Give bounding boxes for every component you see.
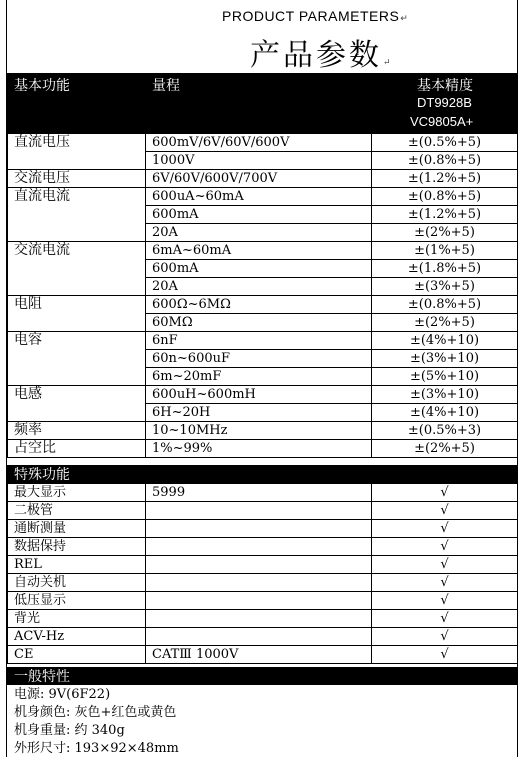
spec-accuracy: ±(2%+5): [372, 314, 518, 332]
feature-value: [146, 520, 372, 538]
table-row: [8, 332, 518, 350]
table-row: [8, 188, 518, 206]
check-mark-icon: √: [372, 646, 518, 664]
general-line: 机身重量: 约 340g: [14, 723, 125, 738]
table-row: [8, 422, 518, 440]
feature-value: [146, 592, 372, 610]
spec-category: 直流电流: [8, 188, 146, 242]
spec-category: 直流电压: [8, 134, 146, 170]
spec-range: 600mV/6V/60V/600V: [146, 134, 372, 152]
spec-accuracy: ±(5%+10): [372, 368, 518, 386]
spec-range: 20A: [146, 224, 372, 242]
header-function: 基本功能: [14, 77, 70, 93]
title-chinese: 产品参数↵: [250, 38, 394, 73]
spec-range: 20A: [146, 278, 372, 296]
spec-range: 1000V: [146, 152, 372, 170]
feature-value: [146, 502, 372, 520]
table-row: [8, 170, 518, 188]
table-row: [8, 440, 518, 458]
table-row: [8, 386, 518, 404]
spec-accuracy: ±(1.2%+5): [372, 170, 518, 188]
table-row: [8, 502, 518, 520]
spec-range: 6mA~60mA: [146, 242, 372, 260]
header-model-2: VC9805A+: [410, 114, 474, 129]
spec-accuracy: ±(1%+5): [372, 242, 518, 260]
section-general-characteristics: 一般特性: [7, 667, 517, 685]
spec-accuracy: ±(2%+5): [372, 440, 518, 458]
check-mark-icon: √: [372, 610, 518, 628]
feature-name: 通断测量: [8, 520, 146, 538]
feature-value: [146, 538, 372, 556]
spec-accuracy: ±(3%+10): [372, 350, 518, 368]
section-special-functions: 特殊功能: [7, 465, 517, 483]
feature-name: CE: [8, 646, 146, 664]
feature-name: 低压显示: [8, 592, 146, 610]
spec-range: 600mA: [146, 260, 372, 278]
table-row: [8, 610, 518, 628]
feature-name: 背光: [8, 610, 146, 628]
feature-value: 5999: [146, 484, 372, 502]
header-model-1: DT9928B: [417, 95, 472, 110]
spec-category: 频率: [8, 422, 146, 440]
general-line: 机身颜色: 灰色+红色或黄色: [14, 705, 177, 720]
feature-name: ACV-Hz: [8, 628, 146, 646]
spec-accuracy: ±(2%+5): [372, 224, 518, 242]
header-range: 量程: [152, 77, 180, 93]
table-row: [8, 484, 518, 502]
check-mark-icon: √: [372, 574, 518, 592]
check-mark-icon: √: [372, 592, 518, 610]
table-row: [8, 646, 518, 664]
spec-range: 600mA: [146, 206, 372, 224]
table-row: [8, 574, 518, 592]
spec-accuracy: ±(3%+10): [372, 386, 518, 404]
feature-name: 数据保持: [8, 538, 146, 556]
spec-category: 电阻: [8, 296, 146, 332]
spec-accuracy: ±(0.5%+3): [372, 422, 518, 440]
feature-value: [146, 556, 372, 574]
table-row: [8, 296, 518, 314]
spec-range: 6m~20mF: [146, 368, 372, 386]
general-line: 电源: 9V(6F22): [14, 687, 111, 702]
feature-value: [146, 574, 372, 592]
spec-sheet: [6, 0, 518, 757]
spec-range: 10~10MHz: [146, 422, 372, 440]
spec-category: 占空比: [8, 440, 146, 458]
check-mark-icon: √: [372, 556, 518, 574]
spec-range: 6nF: [146, 332, 372, 350]
spec-range: 600uH~600mH: [146, 386, 372, 404]
feature-name: REL: [8, 556, 146, 574]
spec-accuracy: ±(4%+10): [372, 332, 518, 350]
spec-accuracy: ±(1.8%+5): [372, 260, 518, 278]
spec-range: 600Ω~6MΩ: [146, 296, 372, 314]
table-row: [8, 134, 518, 152]
spec-accuracy: ±(0.5%+5): [372, 134, 518, 152]
spec-range: 60MΩ: [146, 314, 372, 332]
feature-value: CATⅢ 1000V: [146, 646, 372, 664]
general-line: 外形尺寸: 193×92×48mm: [14, 741, 179, 756]
check-mark-icon: √: [372, 628, 518, 646]
spec-accuracy: ±(0.8%+5): [372, 296, 518, 314]
spec-range: 6H~20H: [146, 404, 372, 422]
check-mark-icon: √: [372, 520, 518, 538]
feature-name: 二极管: [8, 502, 146, 520]
paragraph-mark-icon: ↵: [400, 13, 409, 23]
special-functions-table: [7, 483, 518, 664]
spec-accuracy: ±(3%+5): [372, 278, 518, 296]
check-mark-icon: √: [372, 538, 518, 556]
feature-value: [146, 610, 372, 628]
title-english: PRODUCT PARAMETERS↵: [222, 8, 409, 24]
spec-range: 60n~600uF: [146, 350, 372, 368]
spec-category: 交流电压: [8, 170, 146, 188]
spec-category: 电容: [8, 332, 146, 386]
feature-name: 最大显示: [8, 484, 146, 502]
table-row: [8, 556, 518, 574]
spec-accuracy: ±(4%+10): [372, 404, 518, 422]
table-row: [8, 592, 518, 610]
spec-range: 6V/60V/600V/700V: [146, 170, 372, 188]
table-row: [8, 538, 518, 556]
spec-accuracy: ±(0.8%+5): [372, 188, 518, 206]
table-row: [8, 520, 518, 538]
spec-category: 交流电流: [8, 242, 146, 296]
header-accuracy: 基本精度: [417, 77, 473, 93]
spec-category: 电感: [8, 386, 146, 422]
table-header: [7, 73, 517, 133]
basic-spec-table: [7, 133, 518, 458]
paragraph-mark-icon: ↵: [383, 58, 394, 68]
general-characteristics-list: [7, 686, 517, 758]
check-mark-icon: √: [372, 502, 518, 520]
table-row: [8, 242, 518, 260]
spec-accuracy: ±(0.8%+5): [372, 152, 518, 170]
feature-name: 自动关机: [8, 574, 146, 592]
check-mark-icon: √: [372, 484, 518, 502]
table-row: [8, 628, 518, 646]
spec-range: 1%~99%: [146, 440, 372, 458]
feature-value: [146, 628, 372, 646]
spec-range: 600uA~60mA: [146, 188, 372, 206]
spec-accuracy: ±(1.2%+5): [372, 206, 518, 224]
